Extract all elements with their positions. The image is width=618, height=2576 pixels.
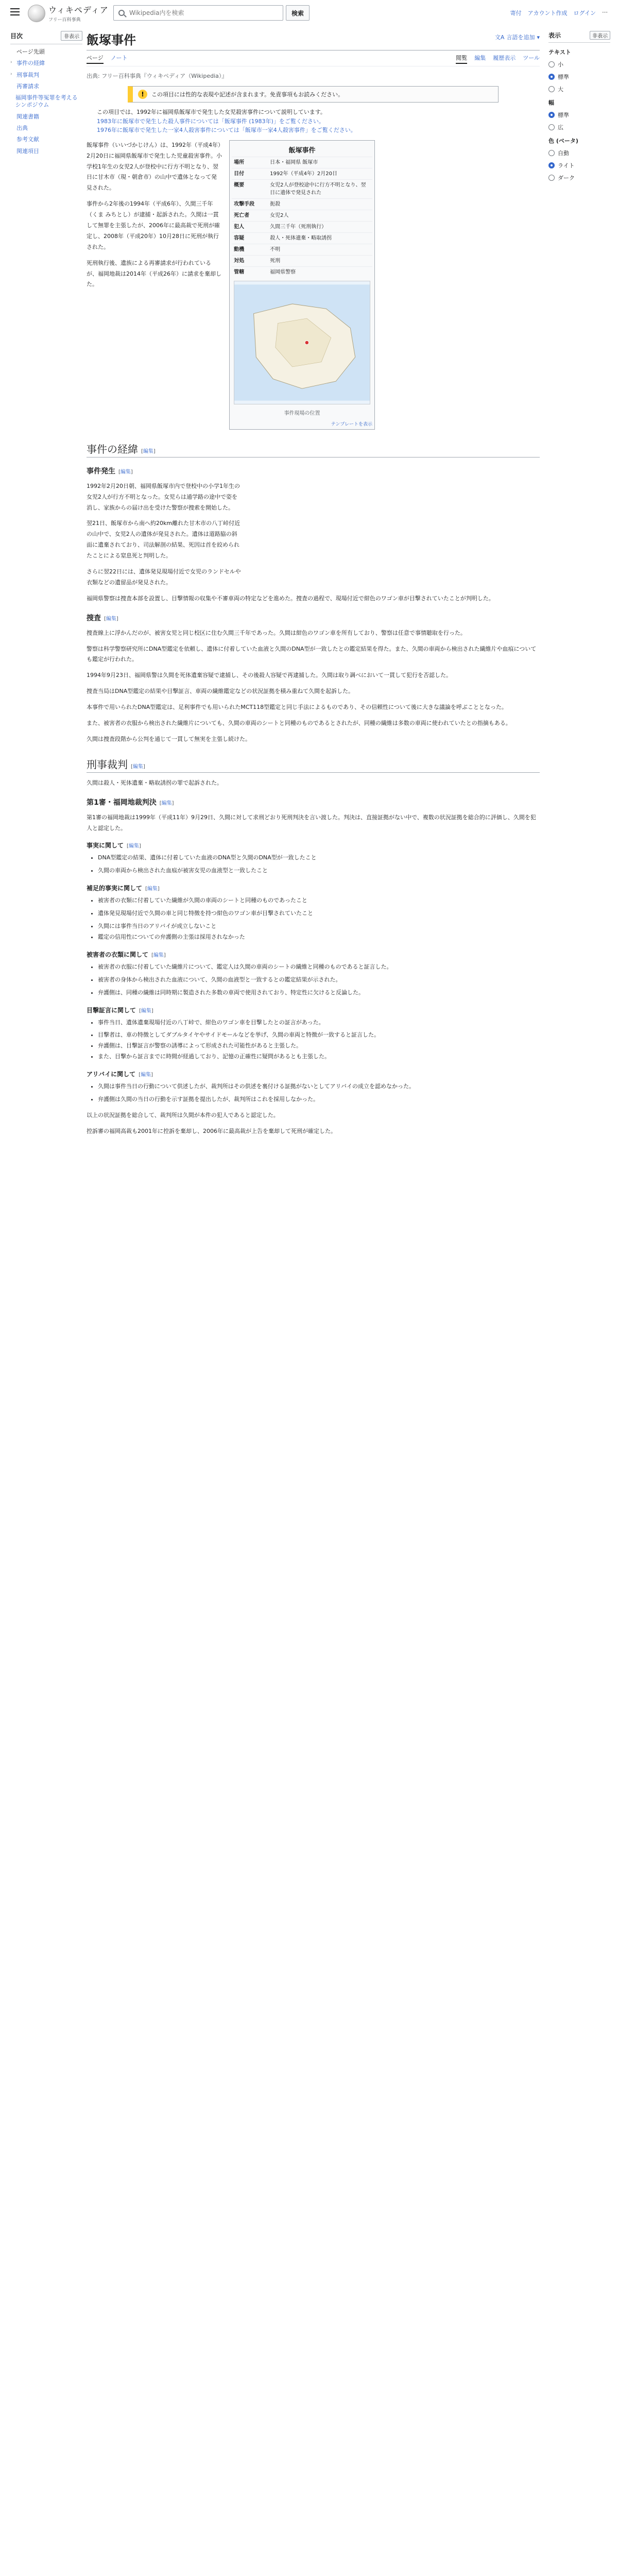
list-item: • DNA型鑑定の結果、遺体に付着していた血液のDNA型と久間のDNA型が一致したこと bbox=[98, 853, 540, 863]
list-item: • 被害者の身体から検出された血液について、久間の血液型と一致するとの鑑定結果が示された。 bbox=[98, 975, 540, 986]
toc-item-label: 刑事裁判 bbox=[16, 71, 39, 78]
main-content bbox=[87, 30, 540, 1137]
lead-paragraph: 事件から2年後の1994年（平成6年）、久間三千年（くま みちとし）が逮捕・起訴された。久間は一貫して無罪を主張したが、2006年に最高裁で死刑が確定し、2008年（平成20年）10月28日に死刑が執行された。 bbox=[87, 200, 220, 250]
body-paragraph: 第1審の福岡地裁は1999年（平成11年）9月29日、久間に対して求刑どおり死刑判決を言い渡した。判決は、直接証拠がない中で、複数の状況証拠を総合的に評価し、久間を犯人と認定した。 bbox=[87, 814, 536, 832]
radio-icon bbox=[548, 61, 555, 67]
infobox-value: 死刑 bbox=[270, 258, 281, 264]
infobox-key: 対処 bbox=[234, 258, 245, 264]
subsubsection-title: 補足的事実に関して bbox=[87, 885, 143, 892]
toc-item[interactable] bbox=[10, 125, 82, 132]
edit-link[interactable]: [ 編集 ] bbox=[139, 1072, 153, 1078]
option-label: 広 bbox=[558, 124, 563, 131]
infobox-key: 日付 bbox=[234, 171, 245, 177]
toc-item[interactable] bbox=[10, 94, 82, 109]
subsubsection-heading bbox=[87, 1070, 540, 1078]
body-paragraph: 本事件で用いられたDNA型鑑定は、足利事件でも用いられたMCT118型鑑定と同じ手法によるものであり、その信頼性について後に大きな議論を呼ぶこととなった。 bbox=[87, 704, 507, 711]
tab-edit[interactable]: 編集 bbox=[474, 55, 486, 61]
page-title: 飯塚事件 bbox=[87, 30, 540, 50]
toc-item[interactable] bbox=[10, 83, 82, 90]
edit-link[interactable]: [ 編集 ] bbox=[118, 469, 133, 475]
infobox-value: 1992年（平成4年）2月20日 bbox=[270, 171, 338, 177]
width-wide[interactable] bbox=[548, 123, 610, 131]
bullet-list bbox=[87, 1018, 540, 1041]
toc-item[interactable] bbox=[10, 72, 82, 79]
body-paragraph: 福岡県警察は捜査本部を設置し、目撃情報の収集や不審車両の特定などを進めた。捜査の過程で、現場付近で紺色のワゴン車が目撃されていたことが判明した。 bbox=[87, 595, 494, 602]
map-caption: 事件現場の位置 bbox=[284, 410, 320, 416]
infobox-value: 久間三千年（死刑執行） bbox=[270, 224, 327, 230]
width-title: 幅 bbox=[548, 99, 554, 106]
color-light[interactable] bbox=[548, 161, 610, 170]
table-of-contents bbox=[10, 31, 82, 155]
tab-read[interactable]: 閲覧 bbox=[456, 54, 467, 64]
tab-tools[interactable]: ツール bbox=[523, 55, 540, 61]
subsubsection-heading bbox=[87, 950, 540, 959]
tab-history[interactable]: 履歴表示 bbox=[493, 55, 516, 61]
page-tabs bbox=[87, 54, 540, 66]
lead-paragraph: 死刑執行後、遺族による再審請求が行われているが、福岡地裁は2014年（平成26年）に請求を棄却した。 bbox=[87, 259, 221, 288]
option-label: 標準 bbox=[558, 74, 569, 80]
infobox-row bbox=[232, 244, 372, 255]
warning-icon: ! bbox=[138, 90, 147, 99]
bullet-list bbox=[87, 962, 540, 998]
chevron-right-icon: › bbox=[10, 71, 12, 77]
radio-icon bbox=[548, 124, 555, 130]
toc-item[interactable] bbox=[10, 60, 82, 67]
text-size-title: テキスト bbox=[548, 49, 571, 56]
body-paragraph: 捜査線上に浮かんだのが、被害女児と同じ校区に住む久間三千年であった。久間は紺色のワゴン車を所有しており、警察は任意で事情聴取を行った。 bbox=[87, 629, 466, 636]
subsubsection-title: 事実に関して bbox=[87, 842, 124, 850]
infobox-row bbox=[232, 157, 372, 168]
notice-text: この項目には性的な表現や記述が含まれます。免責事項もお読みください。 bbox=[151, 91, 344, 98]
subsection-heading bbox=[87, 466, 540, 476]
spacer bbox=[10, 148, 14, 155]
create-account-link[interactable]: アカウント作成 bbox=[527, 10, 568, 16]
option-label: 自動 bbox=[558, 150, 569, 157]
edit-link[interactable]: [ 編集 ] bbox=[151, 953, 166, 958]
infobox-title: 飯塚事件 bbox=[288, 146, 316, 155]
list-item: • 弁護側は、同種の繊維は同時期に製造された多数の車両で使用されており、特定性に欠けると反論した。 bbox=[98, 988, 540, 998]
infobox-row bbox=[232, 179, 372, 198]
source-line: 出典: フリー百科事典『ウィキペディア（Wikipedia）』 bbox=[87, 73, 228, 79]
infobox-value: 殺人・死体遺棄・略取誘拐 bbox=[270, 235, 332, 241]
login-link[interactable]: ログイン bbox=[573, 10, 596, 16]
search-input[interactable] bbox=[129, 9, 273, 16]
logo-title: ウィキペディア bbox=[48, 5, 109, 15]
toc-item-label: 再審請求 bbox=[16, 82, 39, 90]
edit-link[interactable]: [ 編集 ] bbox=[139, 1008, 153, 1014]
section-title: 刑事裁判 bbox=[87, 758, 128, 771]
spacer bbox=[10, 136, 14, 143]
spacer bbox=[10, 125, 14, 132]
hatnote-line[interactable]: 1983年に飯塚市で発生した殺人事件については「飯塚事件 (1983年)」をご覧ください。 bbox=[97, 117, 324, 125]
donate-link[interactable]: 寄付 bbox=[510, 10, 522, 16]
subsubsection-title: 目撃証言に関して bbox=[87, 1006, 136, 1014]
radio-selected-icon bbox=[548, 74, 555, 80]
body-paragraph: さらに翌22日には、遺体発見現場付近で女児のランドセルや衣類などの遺留品が発見された。 bbox=[87, 568, 241, 586]
width-standard[interactable] bbox=[548, 111, 610, 119]
option-label: ライト bbox=[558, 162, 575, 169]
translate-icon: 文A bbox=[494, 34, 505, 41]
wikipedia-globe-icon bbox=[28, 5, 45, 22]
body-paragraph: 控訴審の福岡高裁も2001年に控訴を棄却し、2006年に最高裁が上告を棄却して死刑が確定した。 bbox=[87, 1127, 336, 1134]
appearance-title: 表示 bbox=[548, 32, 561, 39]
logo-tagline: フリー百科事典 bbox=[48, 18, 81, 23]
list-item: • 鑑定の信用性についての弁護側の主張は採用されなかった bbox=[98, 932, 540, 943]
infobox-key: 死亡者 bbox=[234, 212, 250, 218]
main-menu-icon[interactable] bbox=[10, 8, 20, 15]
body-paragraph: 久間は捜査段階から公判を通じて一貫して無実を主張し続けた。 bbox=[87, 735, 251, 742]
infobox-row bbox=[232, 255, 372, 266]
color-title: 色 (ベータ) bbox=[548, 138, 578, 144]
hatnote bbox=[87, 108, 540, 135]
body-paragraph: また、被害者の衣服から検出された繊維片についても、久間の車両のシートと同種のものであるとされたが、同種の繊維は多数の車両に使われていたとの指摘もある。 bbox=[87, 720, 511, 727]
list-item: • 被害者の衣類に付着していた繊維が久間の車両のシートと同種のものであったこと bbox=[98, 895, 540, 906]
subsection-title: 捜査 bbox=[87, 614, 101, 622]
chevron-right-icon: › bbox=[10, 60, 12, 65]
option-label: 大 bbox=[558, 86, 563, 93]
subsubsection-heading bbox=[87, 841, 540, 850]
radio-selected-icon bbox=[548, 162, 555, 168]
toc-item-label: ページ先頭 bbox=[16, 48, 45, 55]
infobox-key: 場所 bbox=[234, 159, 245, 165]
body-paragraph: 1992年2月20日朝、福岡県飯塚市内で登校中の小学1年生の女児2人が行方不明となった。女児らは通学路の途中で姿を消し、家族からの届け出を受けた警察が捜索を開始した。 bbox=[87, 482, 240, 511]
list-item: • 久間には事件当日のアリバイが成立しないこと bbox=[98, 921, 540, 932]
list-item: • 被害者の衣服に付着していた繊維片について、鑑定人は久間の車両のシートの繊維と同種のものであると証言した。 bbox=[98, 962, 540, 973]
infobox-value: 不明 bbox=[270, 246, 281, 252]
search-icon bbox=[118, 10, 125, 16]
appearance-panel bbox=[548, 31, 610, 182]
color-dark[interactable] bbox=[548, 174, 610, 182]
body-paragraph: 1994年9月23日、福岡県警は久間を死体遺棄容疑で逮捕し、その後殺人容疑で再逮捕した。久間は取り調べにおいて一貫して犯行を否認した。 bbox=[87, 672, 452, 679]
section-heading bbox=[87, 441, 540, 457]
spacer bbox=[10, 83, 14, 90]
infobox-key: 動機 bbox=[234, 246, 245, 252]
infobox-key: 犯人 bbox=[234, 224, 245, 230]
site-header bbox=[0, 0, 618, 26]
subsubsection-title: 被害者の衣類に関して bbox=[87, 951, 149, 958]
bullet-list bbox=[87, 895, 540, 932]
appearance-header bbox=[548, 31, 610, 43]
toc-hide-button[interactable]: 非表示 bbox=[61, 31, 82, 41]
infobox-value: 女児2人が登校途中に行方不明となり、翌日に遺体で発見された bbox=[270, 182, 366, 196]
toc-item-label: 出典 bbox=[16, 125, 28, 132]
appearance-hide-button[interactable]: 非表示 bbox=[590, 31, 610, 40]
radio-icon bbox=[548, 86, 555, 92]
search-button[interactable]: 検索 bbox=[286, 5, 310, 21]
chevron-down-icon: ▾ bbox=[537, 33, 540, 41]
sub-list bbox=[87, 1041, 540, 1062]
toc-item-label: 参考文献 bbox=[16, 136, 39, 143]
subsection-title: 第1審・福岡地裁判決 bbox=[87, 798, 157, 807]
section-heading bbox=[87, 756, 540, 773]
subsubsection-heading bbox=[87, 1006, 540, 1014]
sub-list bbox=[87, 932, 540, 943]
user-links bbox=[510, 9, 608, 17]
language-button[interactable] bbox=[495, 33, 540, 41]
infobox-row bbox=[232, 266, 372, 278]
subsection-heading bbox=[87, 797, 540, 807]
toc-item-label: 関連書籍 bbox=[16, 113, 39, 120]
toc-item-label: 関連項目 bbox=[16, 147, 39, 155]
toc-item[interactable] bbox=[10, 148, 82, 155]
more-options-icon[interactable]: ⋯ bbox=[602, 9, 608, 15]
list-item: • 遺体発見現場付近で久間の車と同じ特徴を持つ紺色のワゴン車が目撃されていたこと bbox=[98, 908, 540, 919]
subsection-title: 事件発生 bbox=[87, 467, 115, 476]
subsubsection-heading bbox=[87, 884, 540, 892]
infobox-key: 攻撃手段 bbox=[234, 201, 255, 207]
option-label: 標準 bbox=[558, 112, 569, 118]
hatnote-line[interactable]: 1976年に飯塚市で発生した一家4人殺害事件については「飯塚市一家4人殺害事件」をご覧ください。 bbox=[97, 127, 356, 134]
edit-link[interactable]: [ 編集 ] bbox=[127, 843, 141, 849]
edit-link[interactable]: [ 編集 ] bbox=[160, 801, 174, 806]
infobox-key: 管轄 bbox=[234, 269, 245, 275]
toc-item-label: 事件の経緯 bbox=[16, 60, 45, 67]
color-auto[interactable] bbox=[548, 149, 610, 157]
edit-link[interactable]: [ 編集 ] bbox=[104, 616, 118, 622]
template-link[interactable]: テンプレートを表示 bbox=[331, 421, 372, 427]
infobox-value: 女児2人 bbox=[270, 212, 289, 218]
bullet-list bbox=[87, 853, 540, 876]
toc-item[interactable] bbox=[10, 113, 82, 121]
body-paragraph: 久間は殺人・死体遺棄・略取誘拐の罪で起訴された。 bbox=[87, 779, 222, 786]
edit-link[interactable]: [ 編集 ] bbox=[145, 886, 160, 892]
spacer bbox=[10, 113, 14, 121]
list-item: • 弁護側は久間の当日の行動を示す証拠を提出したが、裁判所はこれを採用しなかった。 bbox=[98, 1094, 540, 1105]
list-item: • 目撃者は、車の特徴としてダブルタイヤやサイドモールなどを挙げ、久間の車両と特徴が一致すると証言した。 bbox=[98, 1030, 540, 1041]
list-item: • 久間は事件当日の行動について供述したが、裁判所はその供述を裏付ける証拠がないとしてアリバイの成立を認めなかった。 bbox=[98, 1081, 540, 1092]
infobox-value: 日本・福岡県 飯塚市 bbox=[270, 159, 318, 165]
text-size-small[interactable] bbox=[548, 60, 610, 69]
map-graphic bbox=[234, 281, 370, 404]
body-paragraph: 以上の状況証拠を総合して、裁判所は久間が本件の犯人であると認定した。 bbox=[87, 1111, 279, 1118]
list-item: • 弁護側は、目撃証言が警察の誘導によって形成された可能性があると主張した。 bbox=[98, 1041, 540, 1052]
infobox-row bbox=[232, 232, 372, 244]
radio-selected-icon bbox=[548, 112, 555, 118]
option-label: ダーク bbox=[558, 175, 575, 181]
list-item: • 久間の車両から検出された血痕が被害女児の血液型と一致したこと bbox=[98, 866, 540, 876]
infobox-key: 概要 bbox=[234, 182, 245, 188]
infobox bbox=[229, 140, 375, 430]
option-label: 小 bbox=[558, 61, 563, 68]
list-item: • 事件当日、遺体遺棄現場付近の八丁峠で、紺色のワゴン車を目撃したとの証言があった。 bbox=[98, 1018, 540, 1028]
toc-item[interactable] bbox=[10, 136, 82, 143]
lead-paragraph: 飯塚事件（いいづかじけん）は、1992年（平成4年）2月20日に福岡県飯塚市で発生した児童殺害事件。小学校1年生の女児2人が登校中に行方不明となり、翌日に甘木市（現・朝倉市）の山中で遺体となって発見された。 bbox=[87, 141, 222, 192]
content-notice bbox=[128, 86, 499, 103]
tab-page[interactable]: ページ bbox=[87, 54, 104, 64]
hatnote-line: この項目では、1992年に福岡県飯塚市で発生した女児殺害事件について説明しています。 bbox=[97, 109, 326, 115]
site-logo[interactable] bbox=[28, 4, 109, 23]
infobox-value: 福岡県警察 bbox=[270, 269, 296, 275]
bullet-list bbox=[87, 1081, 540, 1105]
location-map[interactable] bbox=[234, 281, 370, 404]
radio-icon bbox=[548, 175, 555, 181]
toc-item-label: 福岡事件等冤罪を考えるシンポジウム bbox=[15, 94, 78, 109]
language-button-label: 言語を追加 bbox=[506, 34, 535, 41]
infobox-key: 容疑 bbox=[234, 235, 245, 241]
infobox-rows bbox=[232, 157, 372, 278]
subsection-heading bbox=[87, 613, 540, 623]
body-paragraph: 警察は科学警察研究所にDNA型鑑定を依頼し、遺体に付着していた血液と久間のDNA型が一致したとの鑑定結果を得た。また、久間の車両から検出された繊維片や血痕についても鑑定が行われた。 bbox=[87, 645, 537, 663]
toc-list bbox=[10, 48, 82, 155]
radio-icon bbox=[548, 150, 555, 156]
toc-title: 目次 bbox=[10, 32, 23, 40]
body-paragraph: 捜査当局はDNA型鑑定の結果や目撃証言、車両の繊維鑑定などの状況証拠を積み重ねて久間を起訴した。 bbox=[87, 688, 354, 695]
infobox-row bbox=[232, 168, 372, 179]
edit-link[interactable]: [ 編集 ] bbox=[141, 449, 156, 454]
tab-talk[interactable]: ノート bbox=[110, 55, 128, 61]
infobox-row bbox=[232, 198, 372, 210]
list-item: • また、目撃から証言までに時間が経過しており、記憶の正確性に疑問があるとも主張した。 bbox=[98, 1052, 540, 1062]
infobox-row bbox=[232, 221, 372, 232]
edit-link[interactable]: [ 編集 ] bbox=[131, 764, 145, 770]
text-size-standard[interactable] bbox=[548, 73, 610, 81]
subsubsection-title: アリバイに関して bbox=[87, 1071, 136, 1078]
spacer bbox=[10, 94, 13, 109]
section-title: 事件の経緯 bbox=[87, 443, 138, 455]
spacer bbox=[10, 48, 14, 56]
toc-header bbox=[10, 31, 82, 44]
body-paragraph: 翌21日、飯塚市から南へ約20km離れた甘木市の八丁峠付近の山中で、女児2人の遺体が発見された。遺体は道路脇の斜面に遺棄されており、司法解剖の結果、死因は首を絞められたことによる窒息死と判明した。 bbox=[87, 520, 241, 560]
infobox-value: 扼殺 bbox=[270, 201, 281, 207]
text-size-large[interactable] bbox=[548, 85, 610, 93]
toc-item[interactable] bbox=[10, 48, 82, 56]
search-box bbox=[113, 5, 283, 21]
infobox-row bbox=[232, 210, 372, 221]
